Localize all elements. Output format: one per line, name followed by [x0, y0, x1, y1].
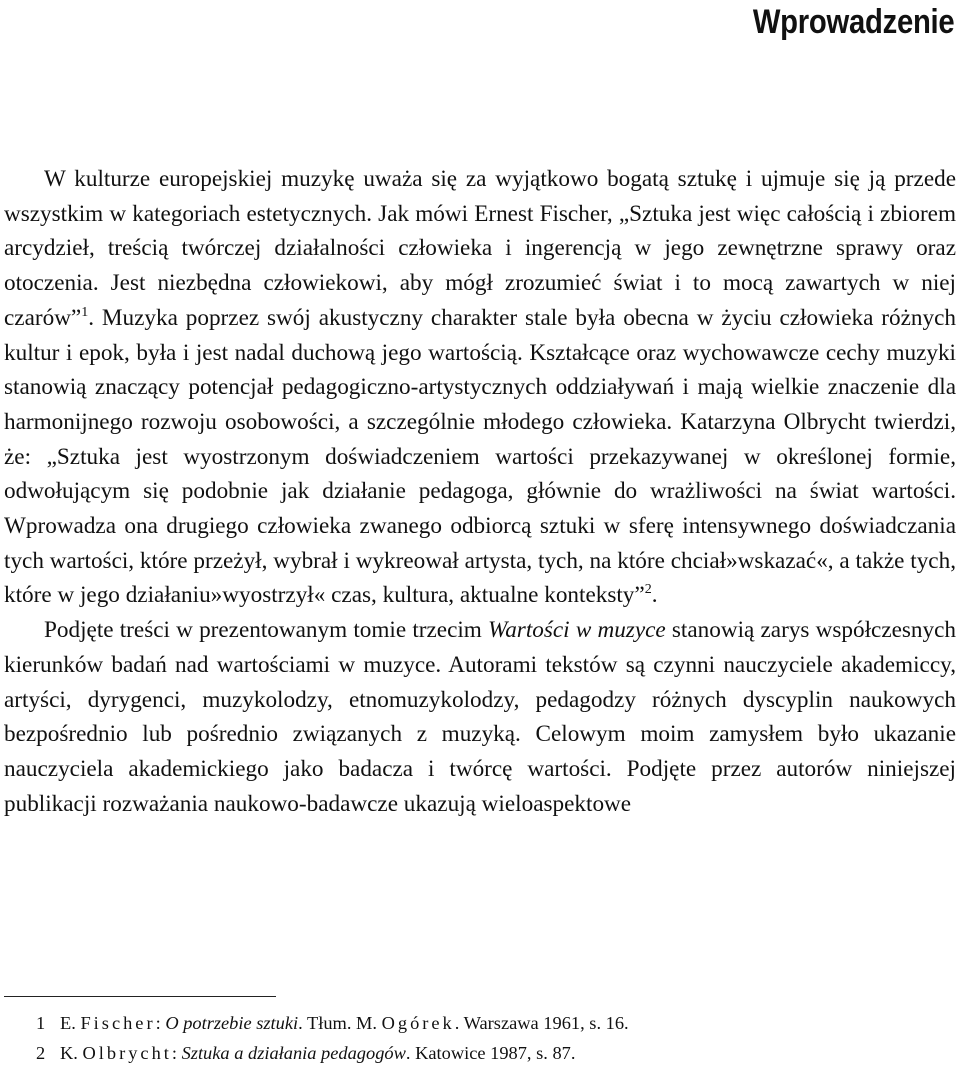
footnote-divider	[4, 996, 276, 997]
footnote-rest: . Warszawa 1961, s. 16.	[454, 1013, 629, 1033]
footnote-translator: Ogórek	[381, 1013, 455, 1033]
footnote-ref-2: 2	[644, 582, 652, 598]
footnote-number: 1	[36, 1013, 46, 1033]
footnote-title: Sztuka a działania pedagogów	[181, 1043, 406, 1063]
footnote-author-initial: K.	[60, 1043, 78, 1063]
paragraph-1-text-b: . Muzyka poprzez swój akustyczny charakter stale była obecna w życiu człowieka różnych kultur i epok, była i jest nadal duchową jego wartością. Kształcące oraz wychowawcze cechy muzyki stanowią znaczący potencjał pedagogiczno-artystycznych oddziaływań i mają wielkie znaczenie dla harmonijnego rozwoju osobowości, a szczególnie młodego człowieka. Katarzyna Olbrycht twierdzi, że: „Sztuka jest wyostrzonym doświadczeniem wartości przekazywanej w określonej formie, odwołującym się podobnie jak działanie pedagoga, głównie do wrażliwości na świat wartości. Wprowadza ona drugiego człowieka zwanego odbiorcą sztuki w sferę intensywnego doświadczania tych wartości, które przeżył, wybrał i wykreował artysta, tych, na które chciał»wskazać«, a także tych, które w jego działaniu»wyostrzył« czas, kultura, aktualne konteksty”	[4, 304, 956, 609]
footnote-sep: .	[405, 1043, 411, 1063]
paragraph-2	[4, 613, 956, 821]
footnote-ref-1: 1	[81, 304, 89, 320]
footnote-2: 2 K. Olbrycht: Sztuka a działania pedagogów. Katowice 1987, s. 87.	[36, 1038, 936, 1068]
footnote-author: Fischer	[80, 1013, 156, 1033]
main-text	[4, 162, 956, 821]
paragraph-1	[4, 162, 956, 613]
footnote-sep: . Tłum.	[298, 1013, 357, 1033]
page-title: Wprowadzenie	[752, 3, 954, 41]
footnote-author-initial: E.	[60, 1013, 76, 1033]
footnote-rest: Katowice 1987, s. 87.	[410, 1043, 576, 1063]
footnote-1: 1 E. Fischer: O potrzebie sztuki. Tłum. M. Ogórek. Warszawa 1961, s. 16.	[36, 1008, 936, 1038]
footnote-number: 2	[36, 1043, 46, 1063]
book-title: Wartości w muzyce	[488, 617, 666, 644]
paragraph-2-text-b: stanowią zarys współczesnych kierunków badań nad wartościami w muzyce. Autorami tekstów są czynni nauczyciele akademiccy, artyści, dyrygenci, muzykolodzy, etnomuzykolodzy, pedagodzy różnych dyscyplin naukowych bezpośrednio lub pośrednio związanych z muzyką. Celowym moim zamysłem było ukazanie nauczyciela akademickiego jako badacza i twórcę wartości. Podjęte przez autorów niniejszej publikacji rozważania naukowo-badawcze ukazują wieloaspektowe	[4, 617, 956, 817]
footnote-title: O potrzebie sztuki	[165, 1013, 299, 1033]
footnote-translator-initial: M.	[356, 1013, 377, 1033]
paragraph-1-text-c: .	[651, 582, 658, 609]
paragraph-1-text-a: W kulturze europejskiej muzykę uważa się za wyjątkowo bogatą sztukę i ujmuje się ją przede wszystkim w kategoriach estetycznych. Jak mówi Ernest Fischer, „Sztuka jest więc całością i zbiorem arcydzieł, treścią twórczej działalności człowieka i ingerencją w jego zewnętrzne sprawy oraz otoczenia. Jest niezbędna człowiekowi, aby mógł zrozumieć świat i to mocą zawartych w niej czarów”	[4, 166, 956, 331]
paragraph-2-text-a: Podjęte treści w prezentowanym tomie trzecim	[44, 617, 489, 644]
footnote-author: Olbrycht	[82, 1043, 172, 1063]
footnotes	[36, 1008, 936, 1068]
